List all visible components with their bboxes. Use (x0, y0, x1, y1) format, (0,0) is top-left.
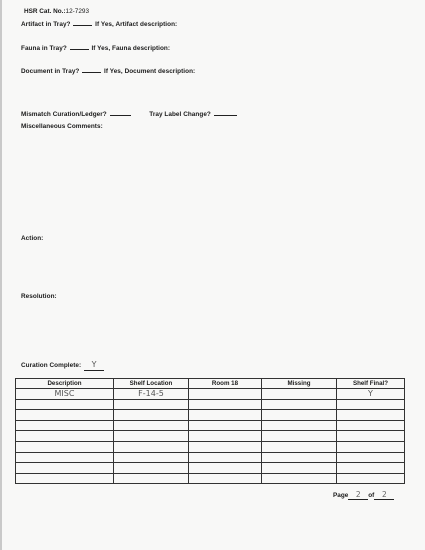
page-total: 2 (374, 491, 394, 500)
table-cell (114, 420, 189, 431)
table-header-row (16, 379, 405, 389)
col-room-18: Room 18 (189, 379, 262, 389)
action-label: Action: (21, 235, 44, 242)
table-cell (337, 473, 405, 484)
page-number: 2 (348, 491, 368, 500)
table-cell (262, 452, 337, 463)
table-cell (16, 473, 114, 484)
catalog-number (24, 8, 89, 15)
document-desc-label: If Yes, Document description: (104, 68, 196, 75)
table-cell (262, 399, 337, 410)
fauna-label: Fauna in Tray? (21, 45, 67, 52)
artifact-blank (73, 19, 92, 26)
tray-label-change-blank (214, 109, 237, 116)
resolution-label: Resolution: (21, 293, 57, 300)
table-cell (189, 420, 262, 431)
table-cell (262, 441, 337, 452)
document-blank (82, 66, 101, 73)
table-row (16, 463, 405, 474)
table-cell (16, 463, 114, 474)
fauna-row (21, 43, 170, 52)
catalog-label: HSR Cat. No.: (24, 8, 66, 15)
curation-complete-row (21, 361, 105, 371)
artifact-row (21, 19, 177, 28)
table-row (16, 473, 405, 484)
table-cell: MISC (16, 389, 114, 400)
page-counter (333, 491, 394, 500)
table-cell (114, 410, 189, 421)
table-row (16, 410, 405, 421)
of-label: of (368, 492, 375, 499)
table-cell (337, 463, 405, 474)
table-row (16, 389, 405, 400)
tray-label-change-label: Tray Label Change? (149, 111, 211, 118)
document-label: Document in Tray? (21, 68, 80, 75)
tray-log-table (15, 378, 405, 484)
curation-complete-label: Curation Complete: (21, 362, 82, 369)
table-cell (337, 399, 405, 410)
table-cell (337, 431, 405, 442)
table-cell (16, 452, 114, 463)
mismatch-label: Mismatch Curation/Ledger? (21, 111, 107, 118)
table-cell (189, 473, 262, 484)
col-missing: Missing (262, 379, 337, 389)
curation-complete-value: Y (84, 361, 104, 371)
table-cell (189, 389, 262, 400)
table-cell (114, 431, 189, 442)
table-cell (16, 441, 114, 452)
table-cell (16, 420, 114, 431)
col-description: Description (16, 379, 114, 389)
table-cell (189, 441, 262, 452)
table-cell (262, 431, 337, 442)
table-cell (189, 410, 262, 421)
table-row (16, 399, 405, 410)
fauna-blank (70, 43, 89, 50)
table-cell (262, 389, 337, 400)
mismatch-row (21, 109, 238, 118)
document-row (21, 66, 195, 75)
table-cell: F-14-5 (114, 389, 189, 400)
col-shelf-final: Shelf Final? (337, 379, 405, 389)
table-cell (16, 431, 114, 442)
table-cell (16, 410, 114, 421)
table-cell (189, 463, 262, 474)
table-cell (262, 463, 337, 474)
table-cell (337, 452, 405, 463)
table-cell (114, 452, 189, 463)
table-row (16, 431, 405, 442)
table-cell (189, 431, 262, 442)
artifact-label: Artifact in Tray? (21, 21, 71, 28)
table-cell (114, 441, 189, 452)
table-cell (189, 399, 262, 410)
table-cell (262, 420, 337, 431)
page-label: Page (333, 492, 349, 499)
mismatch-blank (110, 109, 131, 116)
table-row (16, 441, 405, 452)
table-cell (114, 473, 189, 484)
table-row (16, 420, 405, 431)
table-cell (114, 399, 189, 410)
col-shelf-location: Shelf Location (114, 379, 189, 389)
table-cell (337, 420, 405, 431)
artifact-desc-label: If Yes, Artifact description: (95, 21, 178, 28)
table-row (16, 452, 405, 463)
table-cell (262, 410, 337, 421)
scan-edge (0, 0, 2, 550)
table-cell (337, 441, 405, 452)
catalog-value: 12-7293 (65, 8, 90, 15)
table-cell (114, 463, 189, 474)
table-cell (189, 452, 262, 463)
fauna-desc-label: If Yes, Fauna description: (91, 45, 171, 52)
table-cell (16, 399, 114, 410)
table-cell: Y (337, 389, 405, 400)
table-cell (337, 410, 405, 421)
table-cell (262, 473, 337, 484)
misc-comments-label: Miscellaneous Comments: (21, 123, 103, 130)
